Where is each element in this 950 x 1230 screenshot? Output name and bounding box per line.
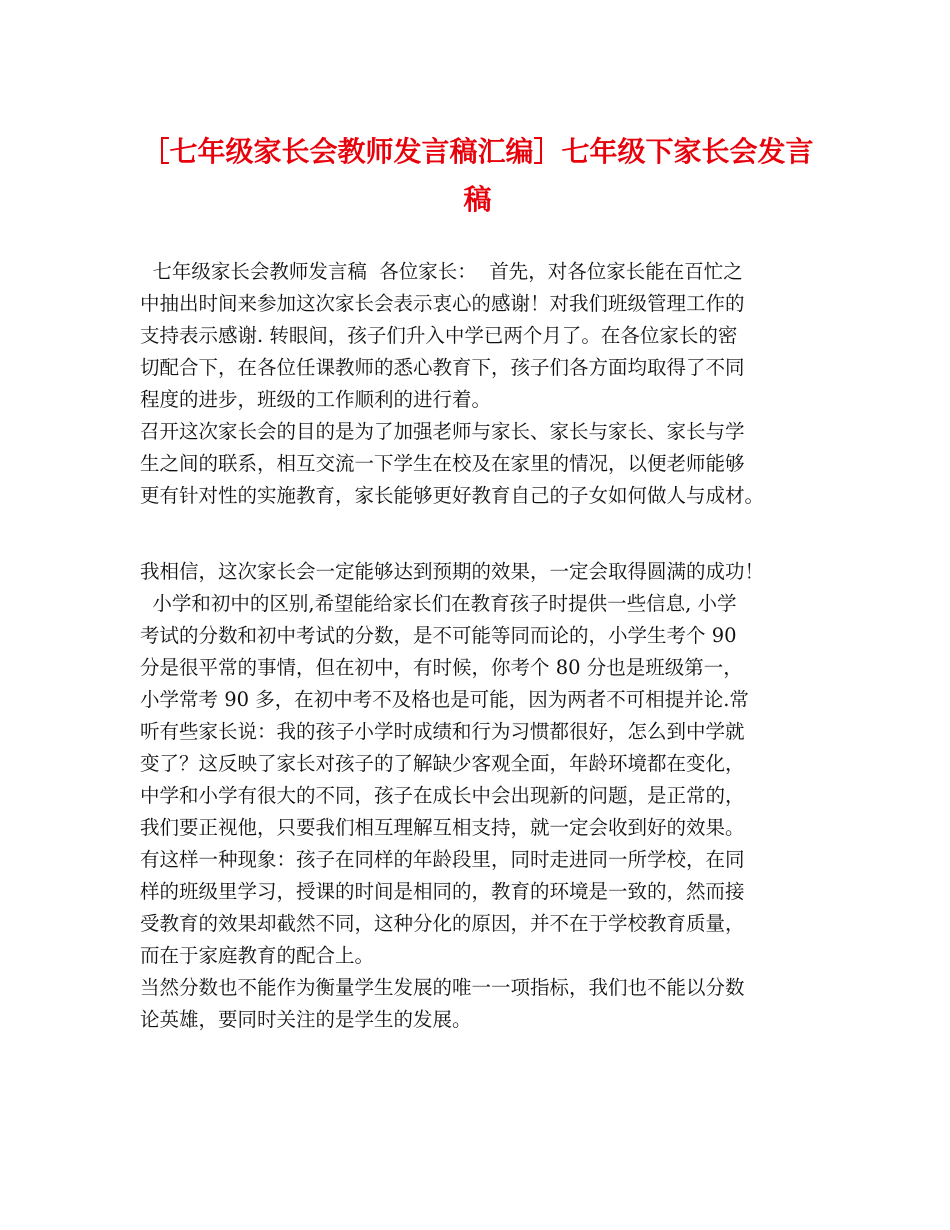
body-line: 考试的分数和初中考试的分数，是不可能等同而论的，小学生考个 90 xyxy=(140,624,737,647)
body-line: 程度的进步，班级的工作顺利的进行着。 xyxy=(140,388,492,411)
body-line: 样的班级里学习，授课的时间是相同的，教育的环境是一致的，然而接 xyxy=(140,880,745,903)
title-line-1: ［七年级家长会教师发言稿汇编］七年级下家长会发言 xyxy=(141,135,814,168)
body-line: 生之间的联系，相互交流一下学生在校及在家里的情况，以便老师能够 xyxy=(140,452,745,475)
body-line: 我们要正视他，只要我们相互理解互相支持，就一定会收到好的效果。 xyxy=(140,816,745,839)
body-line: 论英雄，要同时关注的是学生的发展。 xyxy=(140,1008,472,1031)
body-line: 召开这次家长会的目的是为了加强老师与家长、家长与家长、家长与学 xyxy=(140,420,745,443)
paragraph-gap xyxy=(140,512,820,556)
body-line: 小学常考 90 多，在初中考不及格也是可能，因为两者不可相提并论.常 xyxy=(140,688,749,711)
body-line: 当然分数也不能作为衡量学生发展的唯一一项指标，我们也不能以分数 xyxy=(140,976,745,999)
body-line: 分是很平常的事情，但在初中，有时候，你考个 80 分也是班级第一， xyxy=(140,656,743,679)
document-title xyxy=(140,128,815,224)
body-line: 中学和小学有很大的不同，孩子在成长中会出现新的问题，是正常的， xyxy=(140,784,745,807)
body-line: 受教育的效果却截然不同，这种分化的原因，并不在于学校教育质量， xyxy=(140,912,745,935)
body-line: 有这样一种现象：孩子在同样的年龄段里，同时走进同一所学校，在同 xyxy=(140,848,745,871)
document-body xyxy=(140,256,820,1036)
body-line: 而在于家庭教育的配合上。 xyxy=(140,944,375,967)
body-line: 我相信，这次家长会一定能够达到预期的效果，一定会取得圆满的成功！ xyxy=(140,560,765,583)
body-line: 七年级家长会教师发言稿 各位家长： 首先，对各位家长能在百忙之 xyxy=(140,260,743,283)
body-line: 小学和初中的区别,希望能给家长们在教育孩子时提供一些信息, 小学 xyxy=(140,592,737,615)
body-line: 更有针对性的实施教育，家长能够更好教育自己的子女如何做人与成材。 xyxy=(140,484,765,507)
body-line: 切配合下，在各位任课教师的悉心教育下，孩子们各方面均取得了不同 xyxy=(140,356,745,379)
body-line: 支持表示感谢. 转眼间，孩子们升入中学已两个月了。在各位家长的密 xyxy=(140,324,738,347)
body-line: 中抽出时间来参加这次家长会表示衷心的感谢！对我们班级管理工作的 xyxy=(140,292,745,315)
body-line: 变了？这反映了家长对孩子的了解缺少客观全面，年龄环境都在变化， xyxy=(140,752,745,775)
body-line: 听有些家长说：我的孩子小学时成绩和行为习惯都很好，怎么到中学就 xyxy=(140,720,745,743)
title-line-2: 稿 xyxy=(463,183,492,216)
